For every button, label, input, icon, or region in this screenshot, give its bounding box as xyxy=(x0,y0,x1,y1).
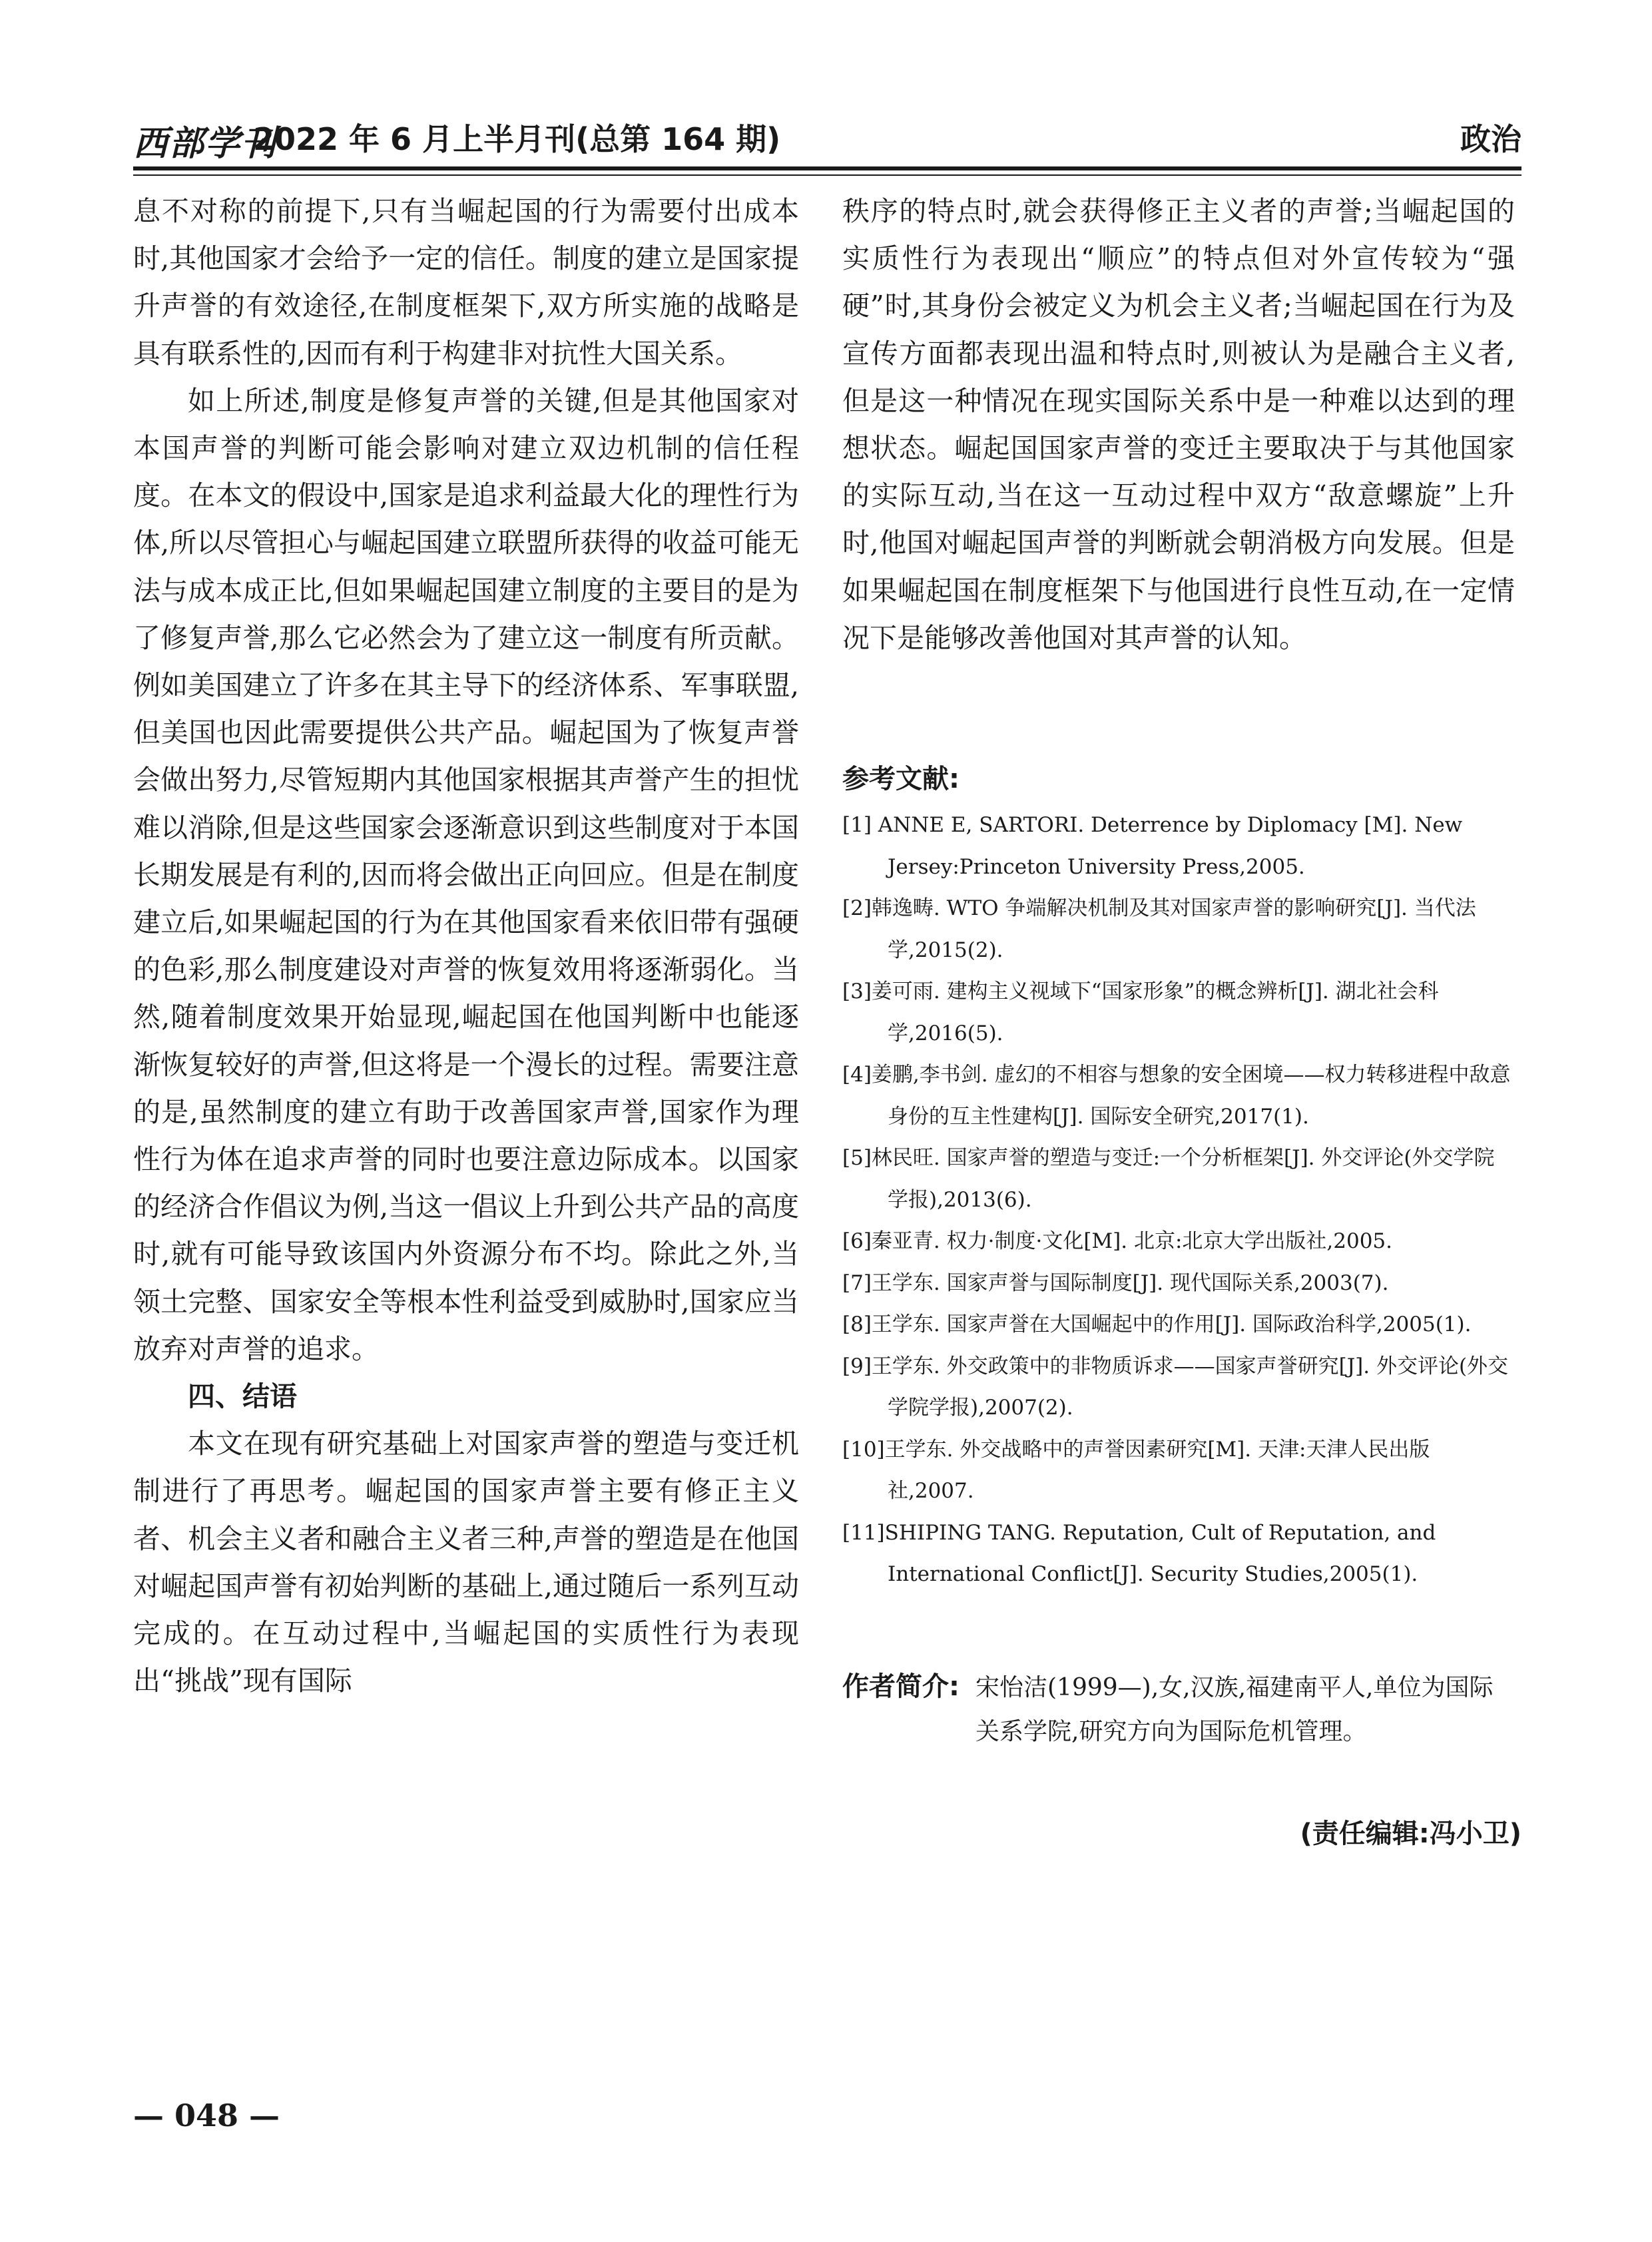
paragraph-continued: 息不对称的前提下,只有当崛起国的行为需要付出成本时,其他国家才会给予一定的信任。制度的建立是国家提升声誉的有效途径,在制度框架下,双方所实施的战略是具有联系性的,因而有利于构建非对抗性大国关系。 xyxy=(133,195,799,370)
reference-item: [9]王学东. 外交政策中的非物质诉求——国家声誉研究[J]. 外交评论(外交学院学报),2007(2). xyxy=(842,1354,1509,1420)
issue-info: 2022 年 6 月上半月刊(总第 164 期) xyxy=(253,121,781,157)
right-column xyxy=(842,188,1515,662)
reference-item: [11]SHIPING TANG. Reputation, Cult of Reputation, and International Conflict[J]. Security Studies,2005(1). xyxy=(842,1520,1436,1586)
journal-logo: 西部学刊 xyxy=(133,123,278,164)
reference-item: [6]秦亚青. 权力·制度·文化[M]. 北京:北京大学出版社,2005. xyxy=(842,1229,1393,1253)
responsible-editor: (责任编辑:冯小卫) xyxy=(1300,1819,1521,1849)
paragraph: 如上所述,制度是修复声誉的关键,但是其他国家对本国声誉的判断可能会影响对建立双边机制的信任程度。在本文的假设中,国家是追求利益最大化的理性行为体,所以尽管担心与崛起国建立联盟所获得的收益可能无法与成本成正比,但如果崛起国建立制度的主要目的是为了修复声誉,那么它必然会为了建立这一制度有所贡献。例如美国建立了许多在其主导下的经济体系、军事联盟,但美国也因此需要提供公共产品。崛起国为了恢复声誉会做出努力,尽管短期内其他国家根据其声誉产生的担忧难以消除,但是这些国家会逐渐意识到这些制度对于本国长期发展是有利的,因而将会做出正向回应。但是在制度建立后,如果崛起国的行为在其他国家看来依旧带有强硬的色彩,那么制度建设对声誉的恢复效用将逐渐弱化。当然,随着制度效果开始显现,崛起国在他国判断中也能逐渐恢复较好的声誉,但这将是一个漫长的过程。需要注意的是,虽然制度的建立有助于改善国家声誉,国家作为理性行为体在追求声誉的同时也要注意边际成本。以国家的经济合作倡议为例,当这一倡议上升到公共产品的高度时,就有可能导致该国内外资源分布不均。除此之外,当领土完整、国家安全等根本性利益受到威胁时,国家应当放弃对声誉的追求。 xyxy=(133,384,799,1365)
reference-item: [4]姜鹏,李书剑. 虚幻的不相容与想象的安全困境——权力转移进程中敌意身份的互主性建构[J]. 国际安全研究,2017(1). xyxy=(842,1063,1511,1129)
header-rule-thick xyxy=(133,166,1521,170)
left-column xyxy=(133,188,799,1705)
conclusion-paragraph-continued: 秩序的特点时,就会获得修正主义者的声誉;当崛起国的实质性行为表现出“顺应”的特点但对外宣传较为“强硬”时,其身份会被定义为机会主义者;当崛起国在行为及宣传方面都表现出温和特点时,则被认为是融合主义者,但是这一种情况在现实国际关系中是一种难以达到的理想状态。崛起国国家声誉的变迁主要取决于与其他国家的实际互动,当在这一互动过程中双方“敌意螺旋”上升时,他国对崛起国声誉的判断就会朝消极方向发展。但是如果崛起国在制度框架下与他国进行良性互动,在一定情况下是能够改善他国对其声誉的认知。 xyxy=(842,195,1515,654)
reference-item: [7]王学东. 国家声誉与国际制度[J]. 现代国际关系,2003(7). xyxy=(842,1270,1389,1295)
section-heading-conclusion: 四、结语 xyxy=(188,1380,297,1413)
references-section xyxy=(842,759,1515,1595)
references-title: 参考文献: xyxy=(842,764,960,794)
header-rule-thin xyxy=(133,174,1521,176)
author-label: 作者简介: xyxy=(842,1671,960,1702)
section-label: 政治 xyxy=(1460,121,1521,157)
reference-item: [10]王学东. 外交战略中的声誉因素研究[M]. 天津:天津人民出版社,2007. xyxy=(842,1437,1430,1503)
reference-item: [1] ANNE E, SARTORI. Deterrence by Diplomacy [M]. New Jersey:Princeton University Press,2005. xyxy=(842,813,1463,879)
references-list xyxy=(842,804,1515,1595)
reference-item: [3]姜可雨. 建构主义视域下“国家形象”的概念辨析[J]. 湖北社会科学,2016(5). xyxy=(842,980,1439,1045)
author-bio xyxy=(842,1665,1515,1754)
author-text: 宋怡洁(1999—),女,汉族,福建南平人,单位为国际关系学院,研究方向为国际危机管理。 xyxy=(975,1674,1494,1745)
conclusion-paragraph: 本文在现有研究基础上对国家声誉的塑造与变迁机制进行了再思考。崛起国的国家声誉主要有修正主义者、机会主义者和融合主义者三种,声誉的塑造是在他国对崛起国声誉有初始判断的基础上,通过随后一系列互动完成的。在互动过程中,当崛起国的实质性行为表现出“挑战”现有国际 xyxy=(133,1428,799,1697)
page-header xyxy=(133,110,1521,163)
page-number: — 048 — xyxy=(133,2098,280,2133)
reference-item: [2]韩逸畴. WTO 争端解决机制及其对国家声誉的影响研究[J]. 当代法学,2015(2). xyxy=(842,896,1476,962)
reference-item: [8]王学东. 国家声誉在大国崛起中的作用[J]. 国际政治科学,2005(1). xyxy=(842,1312,1472,1336)
reference-item: [5]林民旺. 国家声誉的塑造与变迁:一个分析框架[J]. 外交评论(外交学院学报),2013(6). xyxy=(842,1146,1495,1212)
